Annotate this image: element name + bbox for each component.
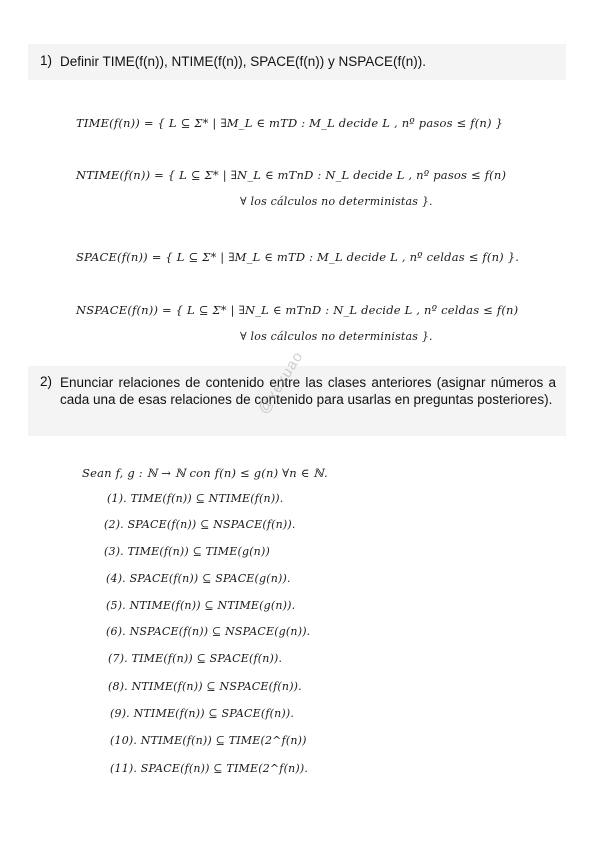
relation-item-4: (4). SPACE(f(n)) ⊆ SPACE(g(n)). (106, 572, 291, 585)
relation-item-5: (5). NTIME(f(n)) ⊆ NTIME(g(n)). (106, 599, 296, 612)
relation-item-10: (10). NTIME(f(n)) ⊆ TIME(2^f(n)) (110, 734, 307, 747)
relation-item-11: (11). SPACE(f(n)) ⊆ TIME(2^f(n)). (110, 762, 309, 775)
relation-item-8: (8). NTIME(f(n)) ⊆ NSPACE(f(n)). (108, 680, 302, 693)
definition-time: TIME(f(n)) = { L ⊆ Σ* | ∃M_L ∈ mTD : M_L decide L , nº pasos ≤ f(n) } (76, 116, 504, 130)
relation-item-2: (2). SPACE(f(n)) ⊆ NSPACE(f(n)). (104, 518, 296, 531)
relation-item-1: (1). TIME(f(n)) ⊆ NTIME(f(n)). (107, 492, 284, 505)
definition-nspace: NSPACE(f(n)) = { L ⊆ Σ* | ∃N_L ∈ mTnD : N_L decide L , nº celdas ≤ f(n) (76, 303, 519, 317)
definition-ntime: NTIME(f(n)) = { L ⊆ Σ* | ∃N_L ∈ mTnD : N_L decide L , nº pasos ≤ f(n) (76, 168, 507, 182)
watermark: @xexuao (255, 348, 307, 418)
question-2-box (28, 366, 566, 436)
question-1-box (28, 44, 566, 80)
relation-item-9: (9). NTIME(f(n)) ⊆ SPACE(f(n)). (110, 707, 295, 720)
relation-item-3: (3). TIME(f(n)) ⊆ TIME(g(n)) (104, 545, 270, 558)
question-text: Enunciar relaciones de contenido entre las clases anteriores (asignar números a cada una de esas relaciones de contenido para usarlas en preguntas posteriores). (60, 375, 556, 407)
relation-item-6: (6). NSPACE(f(n)) ⊆ NSPACE(g(n)). (106, 625, 311, 638)
question-number: 2) (40, 374, 53, 389)
definition-nspace-cont: ∀ los cálculos no deterministas }. (240, 330, 433, 343)
relation-item-7: (7). TIME(f(n)) ⊆ SPACE(f(n)). (108, 652, 283, 665)
question-text: Definir TIME(f(n)), NTIME(f(n)), SPACE(f(n)) y NSPACE(f(n)). (60, 54, 427, 69)
definition-ntime-cont: ∀ los cálculos no deterministas }. (240, 195, 433, 208)
answer-intro: Sean f, g : ℕ → ℕ con f(n) ≤ g(n) ∀n ∈ ℕ. (82, 466, 328, 480)
question-number: 1) (40, 53, 53, 68)
definition-space: SPACE(f(n)) = { L ⊆ Σ* | ∃M_L ∈ mTD : M_L decide L , nº celdas ≤ f(n) }. (76, 250, 520, 264)
